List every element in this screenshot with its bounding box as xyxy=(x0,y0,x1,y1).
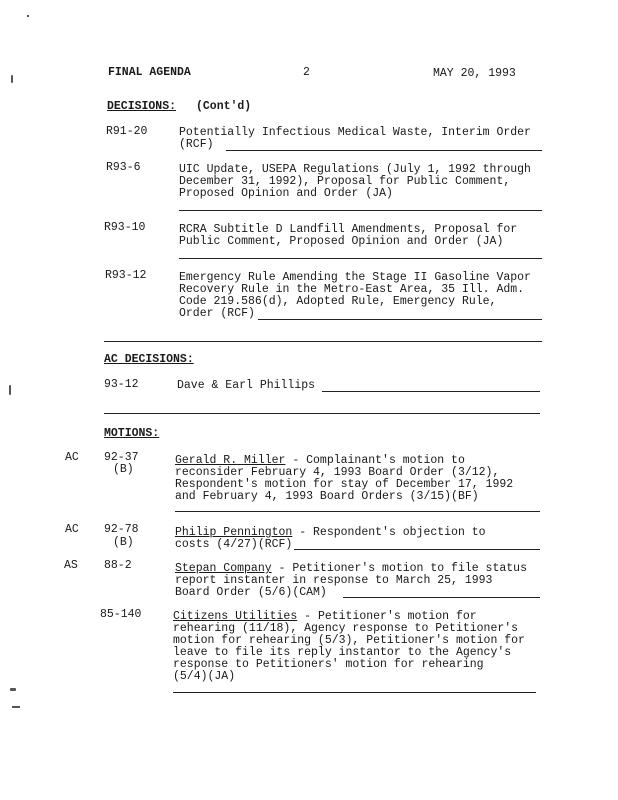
item-line: - Respondent's objection to xyxy=(292,526,486,539)
ac-decisions-heading: AC DECISIONS: xyxy=(104,353,194,366)
scan-speck xyxy=(12,706,20,708)
motion-tag: AC xyxy=(65,451,79,464)
motions-heading: MOTIONS: xyxy=(104,427,160,440)
item-line: December 31, 1992), Proposal for Public Comment, xyxy=(179,175,511,188)
section-rule xyxy=(104,413,540,414)
scan-speck xyxy=(11,75,13,83)
item-line: - Petitioner's motion to file status xyxy=(271,562,527,575)
motion-tag: AC xyxy=(65,523,79,536)
signature-line xyxy=(343,597,540,598)
motion-tag: AS xyxy=(64,559,78,572)
item-line: Dave & Earl Phillips xyxy=(177,379,316,392)
item-line: Order (RCF) xyxy=(179,307,255,320)
item-code: 92-78 xyxy=(104,523,139,536)
scan-speck xyxy=(27,15,29,17)
item-line: Board Order (5/6)(CAM) xyxy=(175,586,327,599)
item-line: - Petitioner's motion for xyxy=(297,610,477,623)
item-line: Code 219.586(d), Adopted Rule, Emergency Rule, xyxy=(179,295,497,308)
item-line: (RCF) xyxy=(179,138,214,151)
signature-line xyxy=(226,150,542,151)
decisions-heading: DECISIONS: xyxy=(107,100,177,113)
item-line: reconsider February 4, 1993 Board Order (3/12), xyxy=(175,466,500,479)
item-code: R91-20 xyxy=(106,125,148,138)
item-line: Recovery Rule in the Metro-East Area, 35 Ill. Adm. xyxy=(179,283,525,296)
item-code: 93-12 xyxy=(104,378,139,391)
scan-speck xyxy=(10,688,16,691)
item-sub: (B) xyxy=(113,463,134,476)
item-code: R93-12 xyxy=(105,269,147,282)
party-name: Stepan Company xyxy=(175,562,272,575)
item-code: R93-6 xyxy=(106,161,141,174)
item-line: leave to file its reply instantor to the Agency's xyxy=(173,646,512,659)
signature-line xyxy=(322,391,540,392)
signature-line xyxy=(173,692,536,693)
party-name: Philip Pennington xyxy=(175,526,293,539)
item-line: rehearing (11/18), Agency response to Petitioner's xyxy=(173,622,519,635)
item-line: (5/4)(JA) xyxy=(173,670,236,683)
signature-line xyxy=(175,511,540,512)
item-code: 85-140 xyxy=(100,608,142,621)
agenda-date: MAY 20, 1993 xyxy=(433,67,516,80)
item-line: and February 4, 1993 Board Orders (3/15)(BF) xyxy=(175,490,479,503)
scan-speck xyxy=(9,385,11,395)
item-line: Respondent's motion for stay of December 17, 1992 xyxy=(175,478,514,491)
signature-line xyxy=(294,549,540,550)
agenda-title: FINAL AGENDA xyxy=(108,66,191,79)
item-line: - Complainant's motion to xyxy=(285,454,465,467)
signature-line xyxy=(179,210,542,211)
item-code: R93-10 xyxy=(104,221,146,234)
page-number: 2 xyxy=(303,66,310,79)
item-line: Public Comment, Proposed Opinion and Order (JA) xyxy=(179,235,504,248)
party-name: Citizens Utilities xyxy=(173,610,298,623)
item-code: 88-2 xyxy=(104,559,132,572)
item-line: response to Petitioners' motion for rehearing xyxy=(173,658,484,671)
item-line: Emergency Rule Amending the Stage II Gasoline Vapor xyxy=(179,271,531,284)
item-line: Potentially Infectious Medical Waste, Interim Order xyxy=(179,126,531,139)
item-line: costs (4/27)(RCF) xyxy=(175,538,293,551)
item-line: Proposed Opinion and Order (JA) xyxy=(179,187,393,200)
signature-line xyxy=(179,258,542,259)
item-line: UIC Update, USEPA Regulations (July 1, 1992 through xyxy=(179,163,531,176)
item-line: motion for rehearing (5/3), Petitioner's motion for xyxy=(173,634,525,647)
signature-line xyxy=(258,319,542,320)
item-line: RCRA Subtitle D Landfill Amendments, Proposal for xyxy=(179,223,518,236)
item-code: 92-37 xyxy=(104,451,139,464)
item-line: report instanter in response to March 25, 1993 xyxy=(175,574,493,587)
decisions-contd: (Cont'd) xyxy=(196,100,252,113)
party-name: Gerald R. Miller xyxy=(175,454,286,467)
section-rule xyxy=(104,341,542,342)
item-sub: (B) xyxy=(113,536,134,549)
